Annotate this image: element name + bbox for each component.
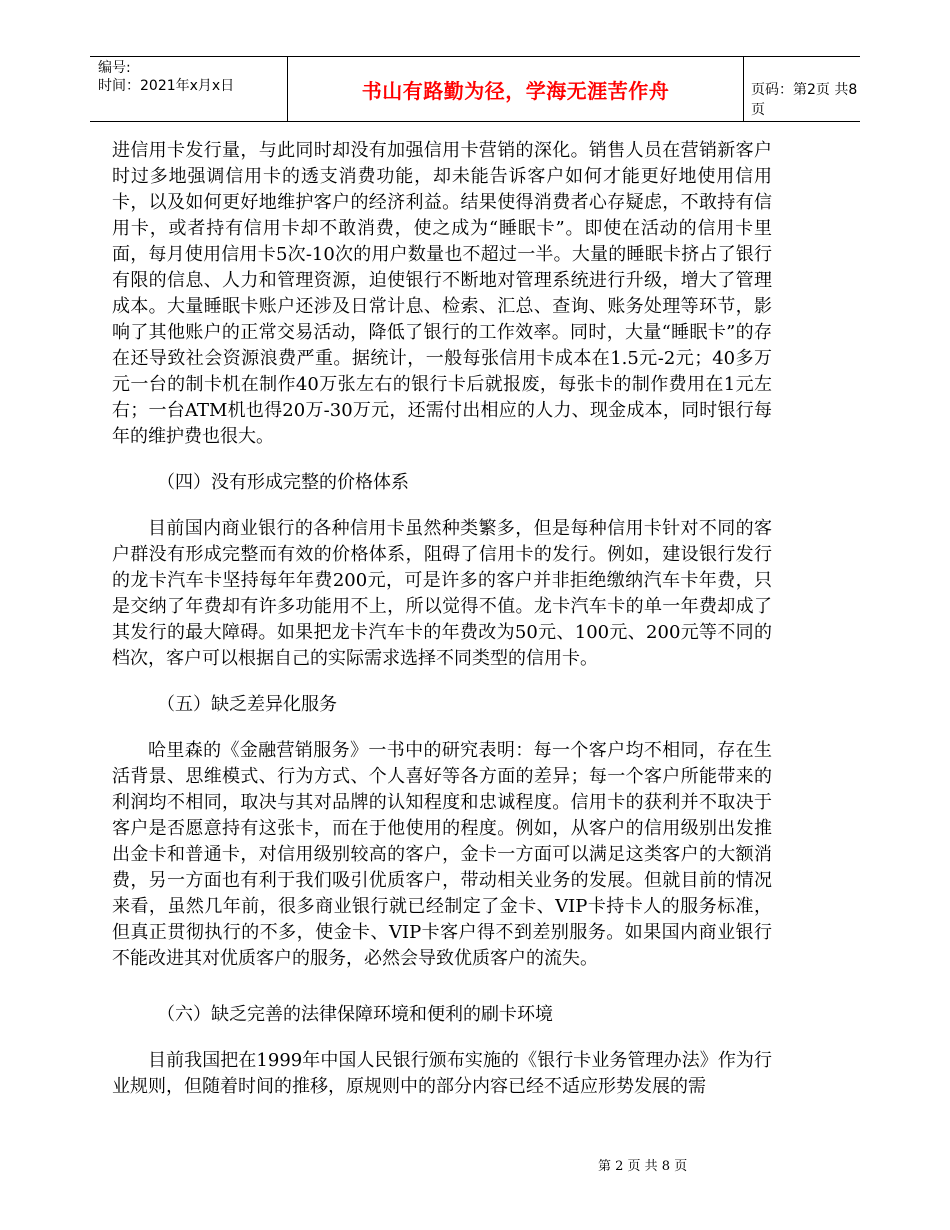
header-motto: 书山有路勤为径，学海无涯苦作舟 [287,57,744,121]
paragraph-pricing-system: 目前国内商业银行的各种信用卡虽然种类繁多，但是每种信用卡针对不同的客户群没有形成完整而有效的价格体系，阻碍了信用卡的发行。例如，建设银行发行的龙卡汽车卡坚持每年年费200元，可是许多的客户并非拒绝缴纳汽车卡年费，只是交纳了年费却有许多功能用不上，所以觉得不值。龙卡汽车卡的单一年费却成了其发行的最大障碍。如果把龙卡汽车卡的年费改为50元、100元、200元等不同的档次，客户可以根据自己的实际需求选择不同类型的信用卡。 [112,518,772,669]
section-heading-4: （四）没有形成完整的价格体系 [157,472,409,493]
document-body [112,138,772,1100]
page-header [90,56,860,122]
paragraph-differentiated-service: 哈里森的《金融营销服务》一书中的研究表明：每一个客户均不相同，存在生活背景、思维模式、行为方式、个人喜好等各方面的差异；每一个客户所能带来的利润均不相同，取决与其对品牌的认知程度和忠诚程度。信用卡的获利并不取决于客户是否愿意持有这张卡，而在于他使用的程度。例如，从客户的信用级别出发推出金卡和普通卡，对信用级别较高的客户，金卡一方面可以满足这类客户的大额消费，另一方面也有利于我们吸引优质客户，带动相关业务的发展。但就目前的情况来看，虽然几年前，很多商业银行就已经制定了金卡、VIP卡持卡人的服务标准，但真正贯彻执行的不多，使金卡、VIP卡客户得不到差别服务。如果国内商业银行不能改进其对优质客户的服务，必然会导致优质客户的流失。 [112,740,772,969]
header-left-cell [98,57,288,121]
paragraph-sleeping-cards: 进信用卡发行量，与此同时却没有加强信用卡营销的深化。销售人员在营销新客户时过多地强调信用卡的透支消费功能，却未能告诉客户如何才能更好地使用信用卡，以及如何更好地维护客户的经济利益。结果使得消费者心存疑虑，不敢持有信用卡，或者持有信用卡却不敢消费，使之成为“睡眠卡”。即使在活动的信用卡里面，每月使用信用卡5次-10次的用户数量也不超过一半。大量的睡眠卡挤占了银行有限的信息、人力和管理资源，迫使银行不断地对管理系统进行升级，增大了管理成本。大量睡眠卡账户还涉及日常计息、检索、汇总、查询、账务处理等环节，影响了其他账户的正常交易活动，降低了银行的工作效率。同时，大量“睡眠卡”的存在还导致社会资源浪费严重。据统计，一般每张信用卡成本在1.5元-2元；40多万元一台的制卡机在制作40万张左右的银行卡后就报废，每张卡的制作费用在1元左右；一台ATM机也得20万-30万元，还需付出相应的人力、现金成本，同时银行每年的维护费也很大。 [112,140,772,447]
document-time-label: 时间：2021年x月x日 [98,78,235,94]
document-number-label: 编号: [98,60,131,76]
section-heading-6: （六）缺乏完善的法律保障环境和便利的刷卡环境 [157,1004,553,1025]
header-page-number: 页码：第2页 共8页 [751,82,858,118]
paragraph-legal-environment: 目前我国把在1999年中国人民银行颁布实施的《银行卡业务管理办法》作为行业规则，但随着时间的推移，原规则中的部分内容已经不适应形势发展的需 [112,1050,772,1097]
section-heading-5: （五）缺乏差异化服务 [157,694,337,715]
page-footer: 第 2 页 共 8 页 [598,1159,688,1174]
